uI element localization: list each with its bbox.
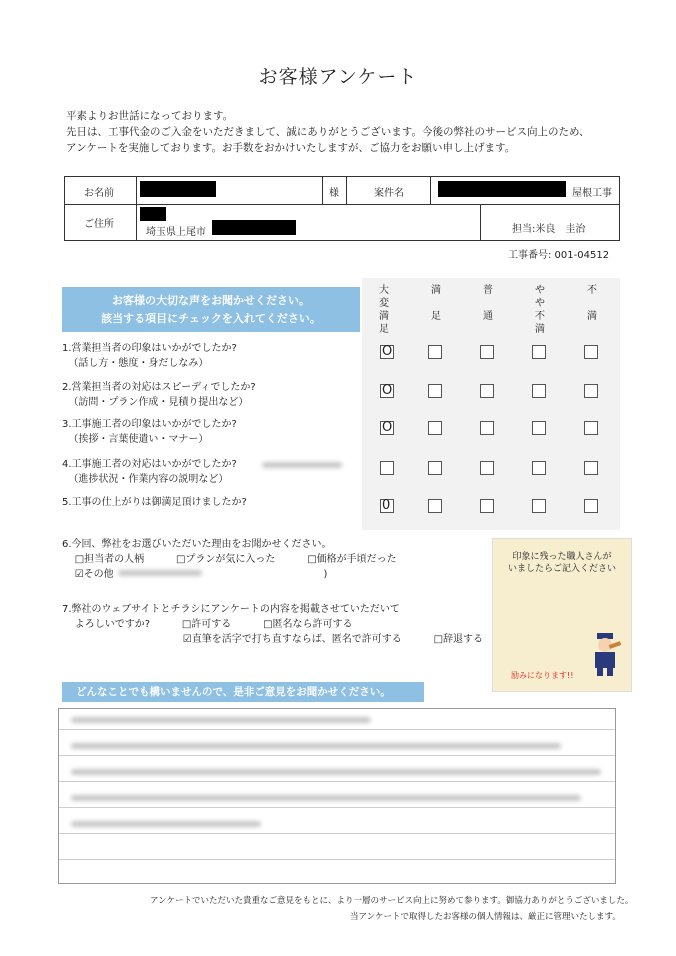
redacted-name (140, 181, 216, 197)
q7-option-allow[interactable]: □許可する (181, 619, 232, 630)
question-sub: （進捗状況・作業内容の説明など） (68, 474, 229, 485)
handwritten-mark: 0 (382, 498, 391, 513)
rating-checkbox[interactable] (584, 384, 598, 398)
handwritten-comment (71, 743, 561, 749)
handwritten-mark: O (382, 420, 393, 435)
handwritten-note (262, 462, 342, 468)
rating-checkbox[interactable] (584, 345, 598, 359)
staff-name: 担当:米良 圭治 (512, 224, 586, 235)
question-text (62, 457, 237, 487)
question-text (62, 495, 247, 510)
q7-option-anon[interactable]: □匿名なら許可する (263, 619, 353, 630)
instruction-line: お客様の大切な声をお聞かせください。 (112, 294, 310, 307)
handwritten-mark: O (382, 383, 393, 398)
question-7 (62, 602, 483, 647)
rating-checkbox[interactable] (380, 461, 394, 475)
question-6 (62, 537, 397, 582)
column-header: や や 不 満 (535, 285, 545, 335)
question-label: 5.工事の仕上がりは御満足頂けましたか? (62, 497, 247, 508)
question-sub: （挨拶・言葉使遣い・マナー） (68, 434, 209, 445)
rating-checkbox[interactable] (480, 421, 494, 435)
handwritten-comment (71, 769, 601, 775)
column-header: 大 変 満 足 (379, 285, 389, 335)
instruction-line: 該当する項目にチェックを入れてください。 (101, 312, 321, 325)
question-label: 3.工事施工者の印象はいかがでしたか? (62, 419, 237, 430)
rating-checkbox[interactable] (532, 461, 546, 475)
question-label: 4.工事施工者の対応はいかがでしたか? (62, 459, 237, 470)
rating-checkbox[interactable] (532, 345, 546, 359)
q6-option-price[interactable]: □価格が手頃だった (307, 554, 397, 565)
intro-line: 平素よりお世話になっております。 (66, 110, 234, 122)
rating-checkbox[interactable] (480, 384, 494, 398)
rating-checkbox[interactable] (584, 421, 598, 435)
rating-checkbox[interactable] (428, 499, 442, 513)
redacted-zip (140, 207, 166, 221)
question-sub: （話し方・態度・身だしなみ） (68, 358, 209, 369)
intro-line: 先日は、工事代金のご入金をいただきまして、誠にありがとうございます。今後の弊社のサービス向上のため、 (66, 126, 590, 138)
rating-checkbox[interactable] (428, 421, 442, 435)
rating-checkbox[interactable] (584, 499, 598, 513)
q6-close-paren: ) (323, 569, 328, 580)
footer-line: 当アンケートで取得したお客様の個人情報は、厳正に管理いたします。 (350, 912, 621, 922)
question-text (62, 341, 237, 371)
question-sub: （訪問・プラン作成・見積り提出など） (68, 397, 249, 408)
rating-checkbox[interactable] (480, 461, 494, 475)
handwritten-comment (71, 717, 371, 723)
question-text (62, 417, 237, 447)
question-label: 1.営業担当者の印象はいかがでしたか? (62, 343, 237, 354)
name-label: お名前 (84, 188, 114, 199)
page-title: お客様アンケート (258, 66, 418, 88)
rating-checkbox[interactable] (480, 499, 494, 513)
craftsman-illustration (589, 631, 621, 677)
rating-checkbox[interactable] (428, 345, 442, 359)
card-line: 印象に残った職人さんが (512, 552, 612, 562)
handwritten-mark: O (382, 344, 393, 359)
handwritten-comment (71, 795, 581, 801)
q6-text: 6.今回、弊社をお選びいただいた理由をお聞かせください。 (62, 539, 332, 550)
column-header: 普 通 (483, 285, 493, 322)
q7-text: 7.弊社のウェブサイトとチラシにアンケートの内容を掲載させていただいて (62, 604, 400, 615)
rating-checkbox[interactable] (584, 461, 598, 475)
address-value: 埼玉県上尾市 (146, 227, 206, 238)
case-label: 案件名 (374, 188, 404, 199)
intro-text (66, 108, 590, 156)
redacted-address (212, 220, 296, 235)
q6-option-staff[interactable]: □担当者の人柄 (74, 554, 145, 565)
card-red-text: 励みになります!! (511, 671, 574, 680)
instruction-band (62, 287, 360, 332)
q7-option-retype[interactable]: ☑直筆を活字で打ち直すならば、匿名で許可する (182, 634, 402, 645)
redacted-case (438, 181, 566, 197)
work-number: 工事番号: 001-04512 (508, 250, 610, 261)
column-header: 満 足 (431, 285, 441, 322)
rating-checkbox[interactable] (532, 421, 546, 435)
address-label: ご住所 (84, 219, 114, 230)
handwritten-other (118, 570, 202, 576)
handwritten-comment (71, 821, 261, 827)
comment-band: どんなことでも構いませんので、是非ご意見をお聞かせください。 (62, 682, 424, 702)
footer-line: アンケートでいただいた貴重なご意見をもとに、より一層のサービス向上に努めて参ります。御協力ありがとうございました。 (150, 896, 634, 906)
comment-box (58, 708, 616, 884)
q6-option-other[interactable]: ☑その他 (74, 569, 114, 580)
card-text (493, 551, 631, 575)
rating-checkbox[interactable] (480, 345, 494, 359)
column-header: 不 満 (587, 285, 597, 322)
rating-checkbox[interactable] (428, 384, 442, 398)
question-label: 2.営業担当者の対応はスピーディでしたか? (62, 382, 256, 393)
rating-checkbox[interactable] (532, 499, 546, 513)
sama-label: 様 (329, 188, 339, 199)
intro-line: アンケートを実施しております。お手数をおかけいたしますが、ご協力をお願い申し上げます。 (66, 142, 516, 154)
card-line: いましたらご記入ください (507, 564, 616, 574)
rating-checkbox[interactable] (532, 384, 546, 398)
case-suffix: 屋根工事 (572, 188, 612, 199)
rating-checkbox[interactable] (428, 461, 442, 475)
q7-text2: よろしいですか? (74, 619, 151, 630)
q6-option-plan[interactable]: □プランが気に入った (175, 554, 276, 565)
question-text (62, 380, 256, 410)
craftsman-card (492, 538, 632, 692)
q7-option-decline[interactable]: □辞退する (433, 634, 484, 645)
